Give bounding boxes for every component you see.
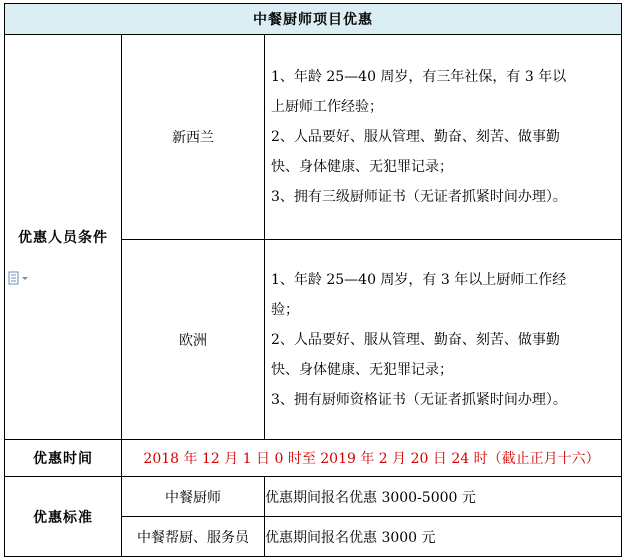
condition-line: 2、人品要好、服从管理、勤奋、刻苦、做事勤 bbox=[271, 129, 560, 145]
standard-value-chef: 优惠期间报名优惠 3000-5000 元 bbox=[265, 477, 622, 517]
condition-line: 快、身体健康、无犯罪记录； bbox=[271, 361, 453, 378]
region-new-zealand: 新西兰 bbox=[122, 35, 265, 240]
condition-line: 1、年龄 25—40 周岁，有三年社保，有 3 年以 bbox=[271, 69, 567, 85]
new-zealand-conditions bbox=[265, 35, 622, 240]
standard-value-assistant: 优惠期间报名优惠 3000 元 bbox=[265, 517, 622, 557]
condition-line: 3、拥有三级厨师证书（无证者抓紧时间办理）。 bbox=[271, 189, 567, 205]
condition-line: 2、人品要好、服从管理、勤奋、刻苦、做事勤 bbox=[271, 331, 560, 348]
europe-conditions bbox=[265, 240, 622, 440]
region-europe: 欧洲 bbox=[122, 240, 265, 440]
table-title: 中餐厨师项目优惠 bbox=[5, 4, 622, 35]
standard-label: 优惠标准 bbox=[5, 477, 122, 557]
condition-line: 快、身体健康、无犯罪记录； bbox=[271, 159, 453, 175]
condition-line: 3、拥有厨师资格证书（无证者抓紧时间办理）。 bbox=[271, 391, 567, 408]
condition-line: 验； bbox=[271, 301, 299, 318]
standard-name-chef: 中餐厨师 bbox=[122, 477, 265, 517]
conditions-label: 优惠人员条件 bbox=[5, 35, 122, 440]
standard-name-assistant: 中餐帮厨、服务员 bbox=[122, 517, 265, 557]
condition-line: 1、年龄 25—40 周岁，有 3 年以上厨师工作经 bbox=[271, 271, 567, 288]
preferential-table bbox=[4, 3, 622, 557]
time-label: 优惠时间 bbox=[5, 440, 122, 477]
paste-options-icon[interactable] bbox=[8, 271, 32, 285]
time-value: 2018 年 12 月 1 日 0 时至 2019 年 2 月 20 日 24 时（截止正月十六） bbox=[122, 440, 622, 477]
condition-line: 上厨师工作经验； bbox=[271, 99, 383, 115]
